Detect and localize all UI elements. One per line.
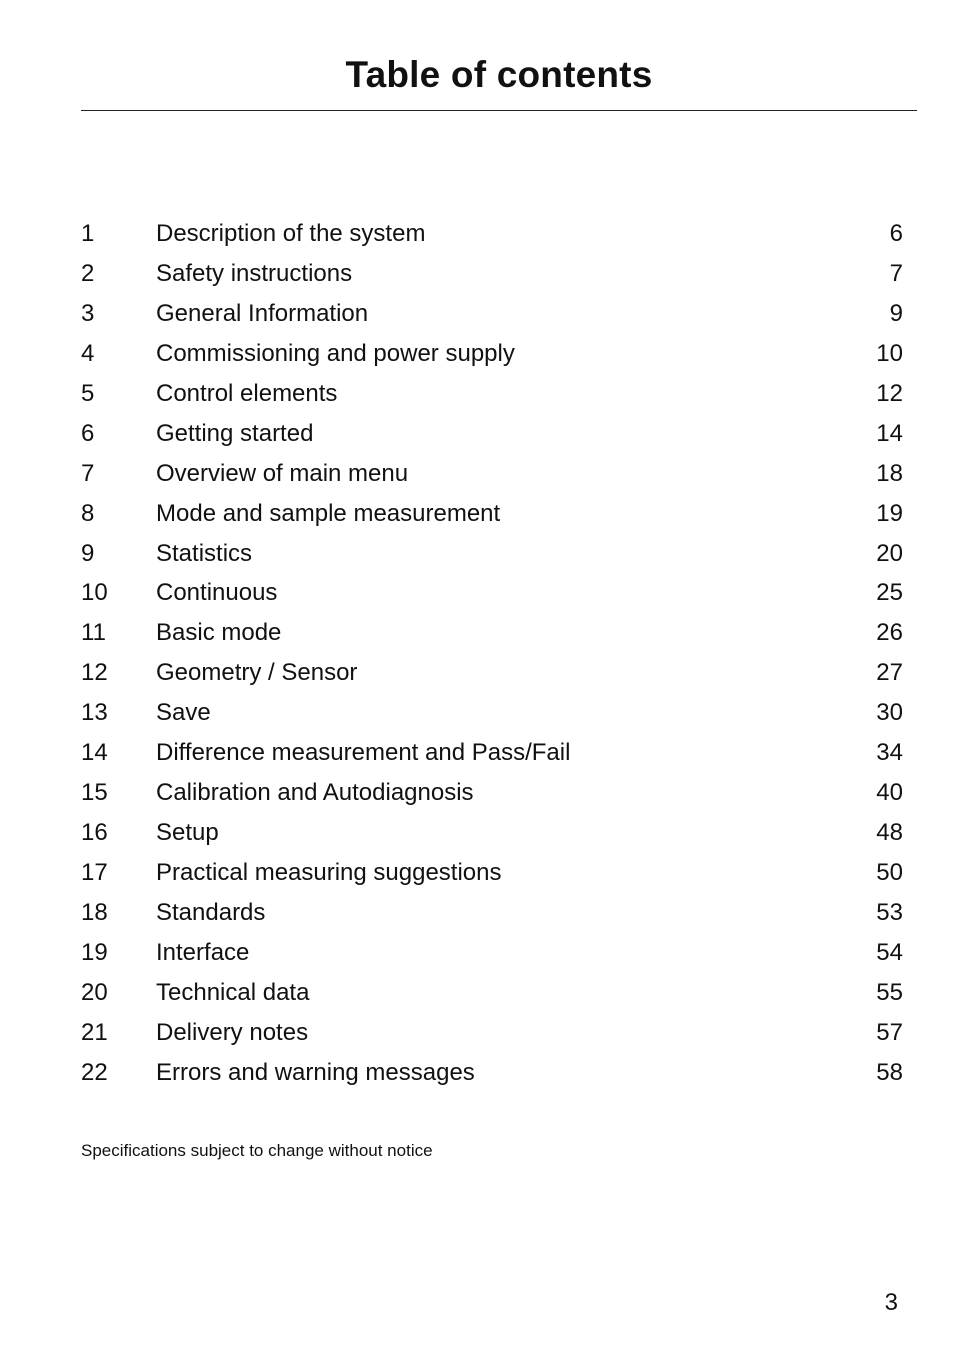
toc-entry-page: 20: [876, 539, 903, 567]
toc-entry-page: 54: [876, 938, 903, 966]
toc-entry-title: Mode and sample measurement: [156, 499, 501, 527]
toc-entry[interactable]: [81, 214, 905, 254]
toc-entry-number: 11: [81, 619, 106, 647]
toc-entry[interactable]: [81, 893, 905, 933]
toc-entry-page: 50: [876, 859, 903, 886]
toc-entry-title: Overview of main menu: [156, 459, 409, 487]
toc-entry[interactable]: [81, 813, 905, 853]
toc-entry-page: 9: [889, 299, 903, 327]
toc-entry[interactable]: [81, 374, 905, 414]
toc-entry-title: Delivery notes: [156, 1018, 309, 1046]
toc-entry-page: 48: [876, 819, 903, 847]
page-number: 3: [884, 1289, 898, 1316]
toc-entry-number: 20: [81, 978, 108, 1006]
toc-entry-number: 22: [81, 1058, 108, 1086]
toc-entry-page: 30: [876, 699, 903, 727]
toc-entry-title: Statistics: [156, 539, 253, 567]
toc-entry-page: 26: [876, 619, 903, 647]
toc-entry-page: 12: [876, 379, 903, 407]
toc-entry-number: 4: [81, 339, 95, 367]
toc-entry-title: Geometry / Sensor: [156, 659, 358, 687]
toc-entry-number: 10: [81, 579, 108, 607]
toc-entry[interactable]: [81, 693, 905, 733]
toc-entry-title: Setup: [156, 819, 219, 847]
toc-entry-title: Practical measuring suggestions: [156, 859, 502, 886]
toc-entry-number: 13: [81, 699, 108, 727]
toc-entry-title: Errors and warning messages: [156, 1058, 475, 1086]
toc-entry-number: 15: [81, 779, 108, 807]
toc-entry-title: Getting started: [156, 419, 314, 447]
toc-entry-number: 1: [81, 220, 95, 247]
toc-entry[interactable]: [81, 534, 905, 574]
footnote: Specifications subject to change without notice: [81, 1141, 433, 1160]
toc-entry-number: 3: [81, 299, 95, 327]
toc-entry-number: 8: [81, 499, 95, 527]
toc-entry-page: 58: [876, 1058, 903, 1086]
toc-entry-page: 55: [876, 978, 903, 1006]
toc-entry-title: Difference measurement and Pass/Fail: [156, 739, 571, 767]
toc-entry-page: 53: [876, 898, 903, 926]
toc-entry[interactable]: [81, 1053, 905, 1093]
toc-entry[interactable]: [81, 773, 905, 813]
toc-entry-number: 21: [81, 1018, 108, 1046]
toc-entry[interactable]: [81, 613, 905, 653]
toc-entry-title: Safety instructions: [156, 259, 353, 287]
toc-entry[interactable]: [81, 334, 905, 374]
toc-entry-number: 16: [81, 819, 108, 847]
toc-entry-page: 7: [889, 259, 903, 287]
toc-entry-title: Interface: [156, 938, 250, 966]
toc-entry-number: 18: [81, 898, 108, 926]
toc-entry-title: Commissioning and power supply: [156, 339, 515, 367]
toc-entry-title: Technical data: [156, 978, 310, 1006]
toc-entry-title: Standards: [156, 898, 266, 926]
toc-entry-number: 7: [81, 459, 95, 487]
toc-entry[interactable]: [81, 454, 905, 494]
toc-entry-title: Save: [156, 699, 211, 727]
toc-entry[interactable]: [81, 853, 905, 893]
toc-entry-page: 57: [876, 1018, 903, 1046]
toc-entry-title: General Information: [156, 299, 369, 327]
toc-entry-number: 17: [81, 859, 108, 886]
toc-entry-page: 19: [876, 499, 903, 527]
toc-entry-page: 40: [876, 779, 903, 807]
table-of-contents: [81, 214, 905, 1093]
toc-entry-title: Basic mode: [156, 619, 282, 647]
toc-entry-title: Control elements: [156, 379, 338, 407]
toc-entry-number: 5: [81, 379, 95, 407]
toc-entry-title: Continuous: [156, 579, 278, 607]
toc-entry-page: 14: [876, 419, 903, 447]
toc-entry[interactable]: [81, 254, 905, 294]
toc-entry-title: Description of the system: [156, 220, 426, 247]
toc-entry[interactable]: [81, 573, 905, 613]
toc-entry[interactable]: [81, 414, 905, 454]
toc-entry-page: 6: [889, 220, 903, 247]
toc-entry-number: 19: [81, 938, 108, 966]
toc-entry-page: 34: [876, 739, 903, 767]
toc-entry[interactable]: [81, 1013, 905, 1053]
toc-entry-title: Calibration and Autodiagnosis: [156, 779, 474, 807]
toc-entry[interactable]: [81, 733, 905, 773]
toc-entry[interactable]: [81, 294, 905, 334]
toc-entry-number: 14: [81, 739, 108, 767]
toc-entry[interactable]: [81, 933, 905, 973]
toc-entry[interactable]: [81, 494, 905, 534]
toc-entry-number: 2: [81, 259, 95, 287]
toc-entry-page: 25: [876, 579, 903, 607]
page-title: Table of contents: [345, 54, 653, 95]
toc-entry-number: 6: [81, 419, 95, 447]
toc-entry-page: 18: [876, 459, 903, 487]
toc-entry-page: 10: [876, 339, 903, 367]
toc-entry-page: 27: [876, 659, 903, 687]
toc-entry-number: 12: [81, 659, 108, 687]
toc-entry[interactable]: [81, 973, 905, 1013]
toc-entry-number: 9: [81, 539, 95, 567]
title-divider: [81, 110, 917, 111]
toc-entry[interactable]: [81, 653, 905, 693]
